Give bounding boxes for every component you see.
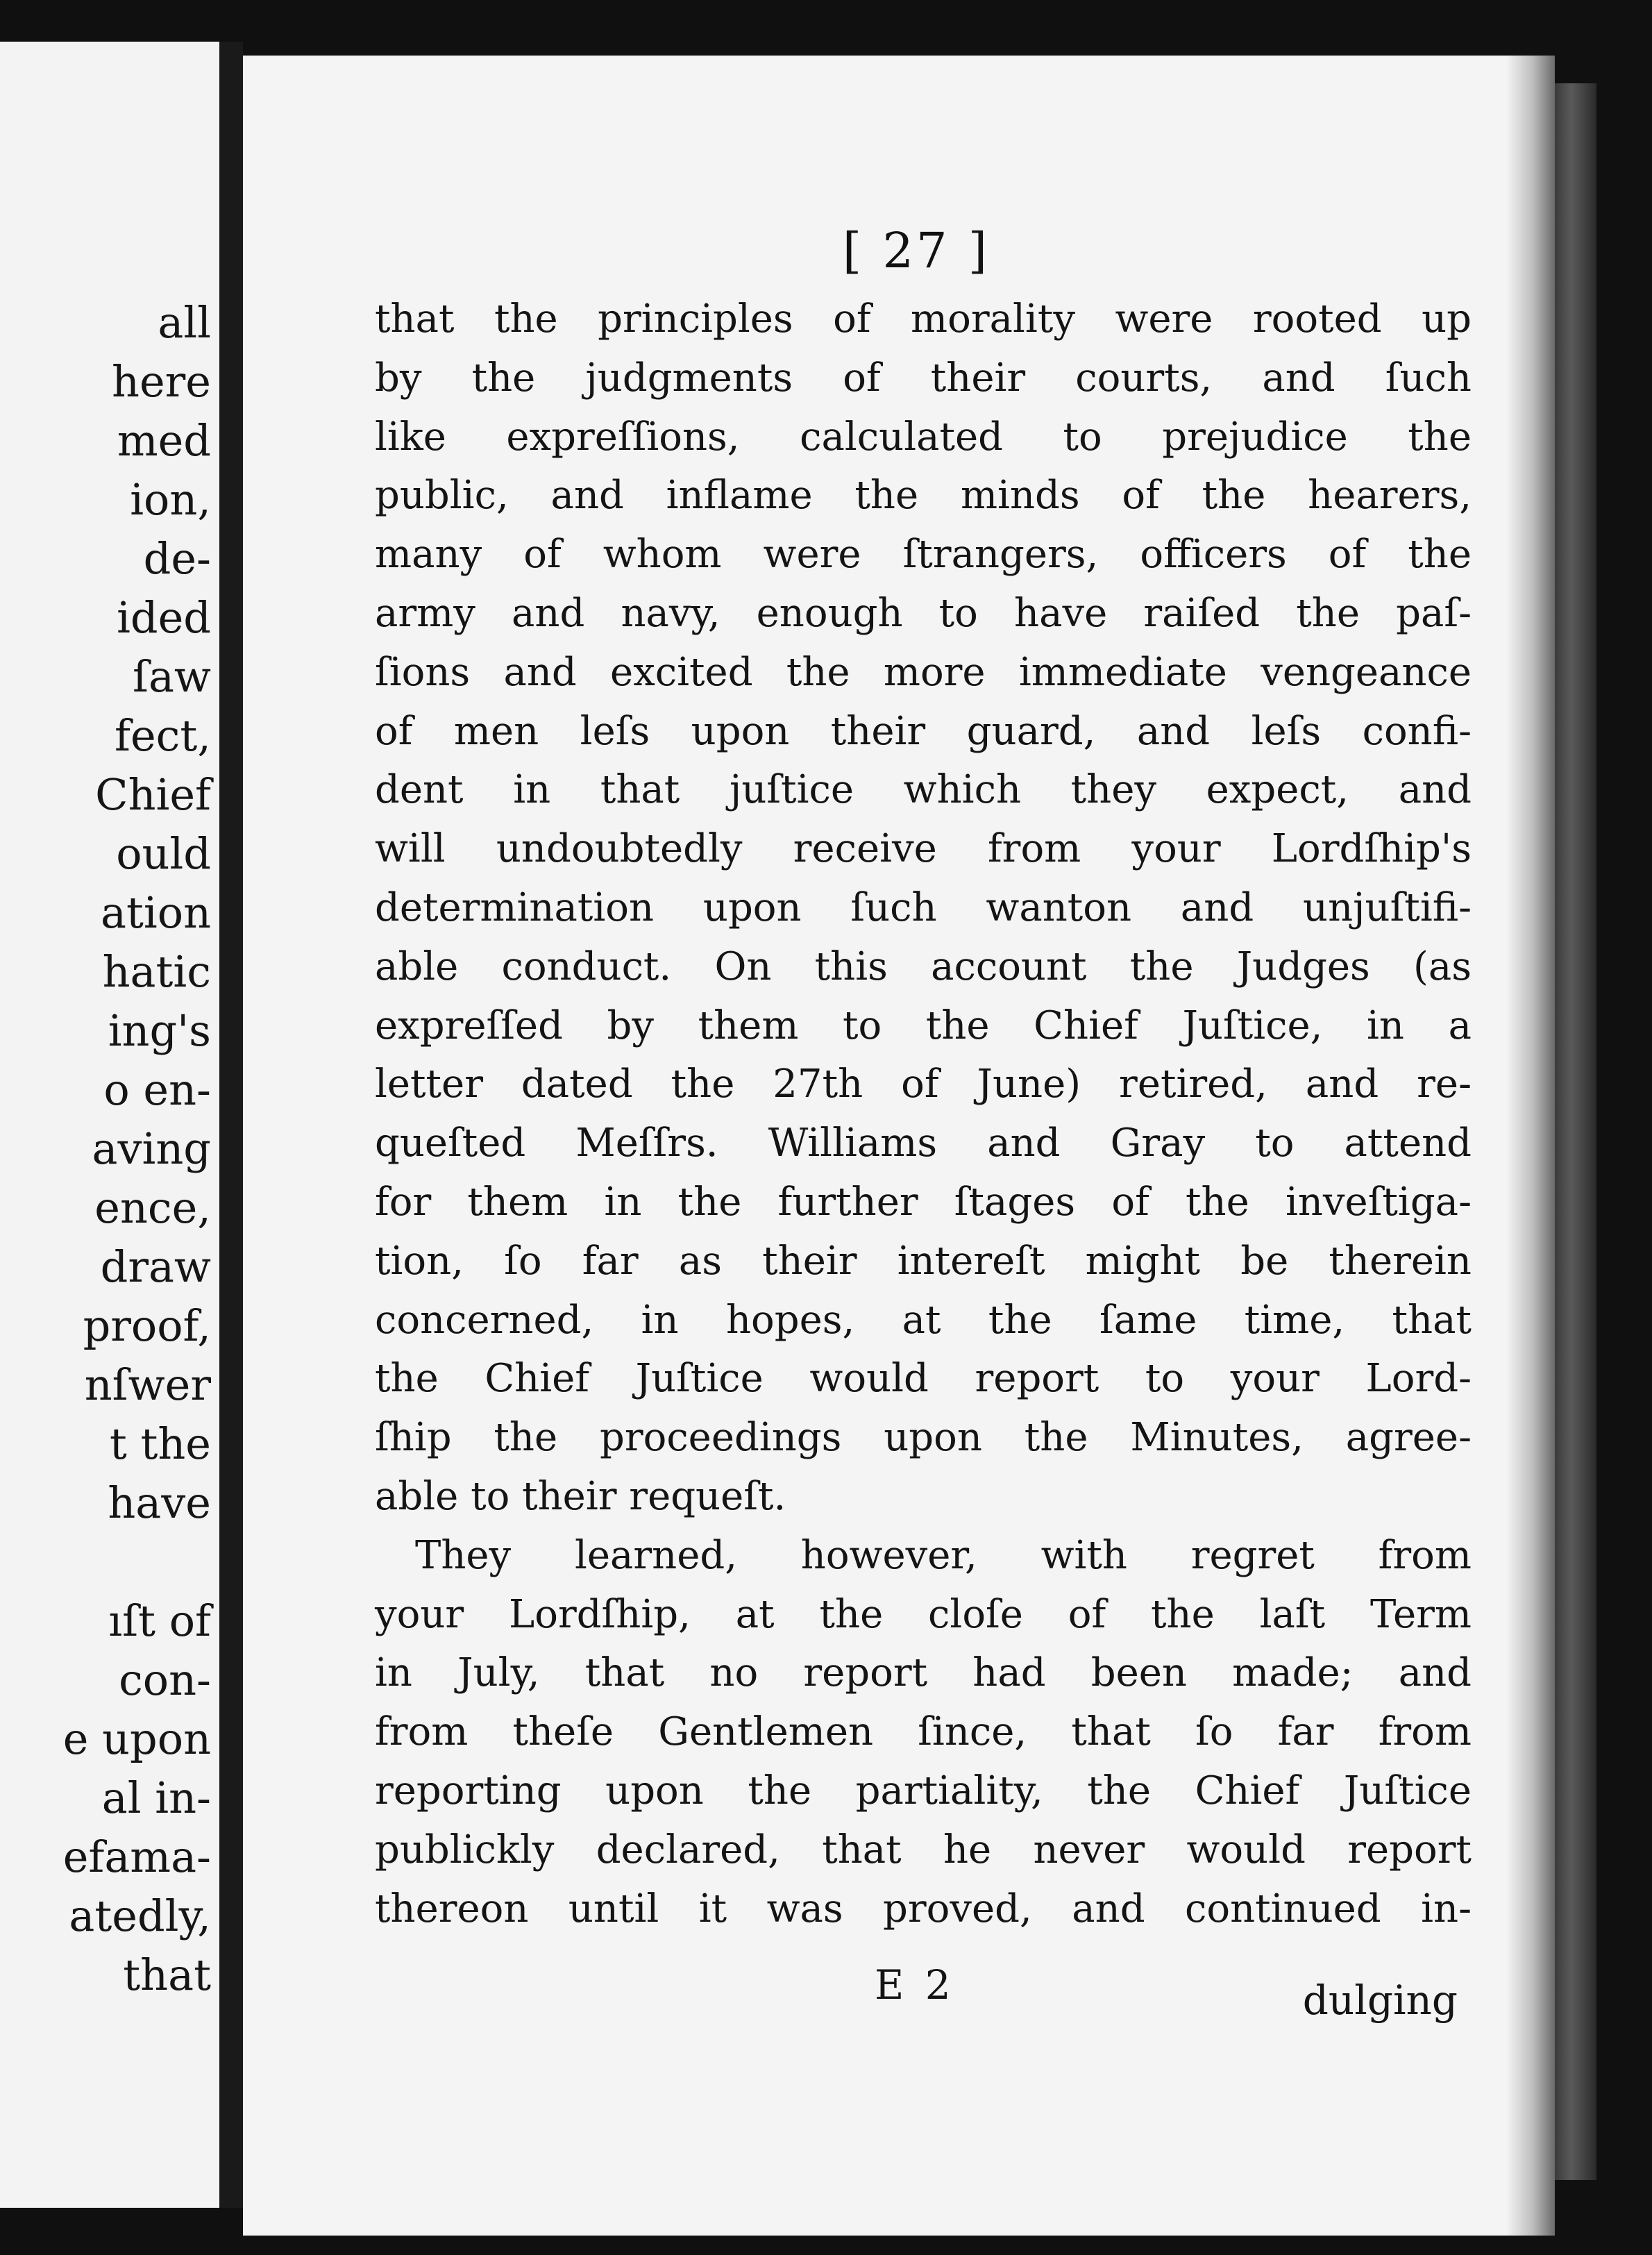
page-number-header: [ 27 ] xyxy=(842,222,991,279)
previous-page-line: ıſt of xyxy=(108,1595,211,1646)
previous-page-line: fect, xyxy=(115,710,211,761)
text-line: by the judgments of their courts, and ſuch xyxy=(375,355,1472,401)
previous-page-line: t the xyxy=(109,1418,211,1469)
text-line: dent in that juſtice which they expect, and xyxy=(375,767,1472,813)
previous-page-line: ould xyxy=(116,828,211,879)
text-line: able conduct. On this account the Judges (as xyxy=(375,944,1472,989)
previous-page-line: all xyxy=(158,297,211,348)
text-line: queſted Meſſrs. Williams and Gray to attend xyxy=(375,1121,1472,1166)
previous-page-line: de- xyxy=(143,533,211,584)
previous-page-line: ation xyxy=(101,887,211,938)
text-line: in July, that no report had been made; and xyxy=(375,1650,1472,1696)
catchword: dulging xyxy=(1302,1977,1458,2024)
previous-page-line: atedly, xyxy=(69,1891,211,1941)
text-line: will undoubtedly receive from your Lordſhip's xyxy=(375,826,1472,872)
previous-page-line: con- xyxy=(119,1654,211,1705)
text-line: of men leſs upon their guard, and leſs confi- xyxy=(375,708,1472,754)
current-page xyxy=(243,56,1555,2236)
text-line: the Chief Juſtice would report to your Lord- xyxy=(375,1356,1472,1402)
text-line: your Lordſhip, at the cloſe of the laſt Term xyxy=(375,1591,1472,1637)
text-line: many of whom were ſtrangers, officers of the xyxy=(375,532,1472,578)
text-line: letter dated the 27th of June) retired, and re- xyxy=(375,1062,1472,1107)
previous-page xyxy=(0,42,219,2208)
text-line: expreſſed by them to the Chief Juſtice, in a xyxy=(375,1003,1472,1048)
previous-page-line: Chief xyxy=(95,769,211,820)
text-line: ſhip the proceedings upon the Minutes, agree- xyxy=(375,1415,1472,1461)
previous-page-line: draw xyxy=(100,1241,211,1292)
text-line: army and navy, enough to have raiſed the paſ- xyxy=(375,590,1472,636)
page-footer xyxy=(375,1961,1472,2024)
previous-page-line: efama- xyxy=(62,1831,211,1882)
text-line: reporting upon the partiality, the Chief Juſtice xyxy=(375,1768,1472,1813)
signature-mark: E 2 xyxy=(875,1961,955,2009)
previous-page-line: hatic xyxy=(102,946,211,997)
body-text xyxy=(375,290,1472,1938)
previous-page-line: ſaw xyxy=(133,651,211,702)
previous-page-line: nſwer xyxy=(84,1359,211,1410)
previous-page-line xyxy=(3,1532,211,1591)
previous-page-line: have xyxy=(108,1477,211,1528)
previous-page-line: e upon xyxy=(62,1713,211,1764)
previous-page-line: ing's xyxy=(108,1005,211,1056)
text-line: that the principles of morality were rooted up xyxy=(375,296,1472,342)
previous-page-line: ion, xyxy=(130,474,211,525)
paragraph-end-line: able to their requeſt. xyxy=(375,1473,786,1519)
previous-page-line: al in- xyxy=(101,1772,211,1823)
previous-page-line: here xyxy=(112,356,211,407)
text-line: tion, ſo far as their intereſt might be therein xyxy=(375,1238,1472,1284)
text-line: for them in the further ſtages of the inveſtiga- xyxy=(375,1179,1472,1225)
previous-page-line: o en- xyxy=(103,1064,211,1115)
previous-page-line: that xyxy=(123,1950,211,2000)
text-line: concerned, in hopes, at the ſame time, that xyxy=(375,1297,1472,1343)
previous-page-line: ided xyxy=(117,592,211,643)
page-edge-shadow xyxy=(1506,56,1555,2236)
previous-page-line: ence, xyxy=(94,1182,211,1233)
previous-page-line: proof, xyxy=(83,1300,211,1351)
text-line: from theſe Gentlemen ſince, that ſo far from xyxy=(375,1709,1472,1755)
paragraph-start-line: They learned, however, with regret from xyxy=(415,1532,1472,1578)
text-line: ſions and excited the more immediate vengeance xyxy=(375,649,1472,695)
page-block-edge xyxy=(1555,83,1596,2180)
text-line: public, and inflame the minds of the hearers, xyxy=(375,473,1472,519)
previous-page-text xyxy=(3,293,211,2004)
text-line: like expreſſions, calculated to prejudice the xyxy=(375,414,1472,460)
text-line: publickly declared, that he never would report xyxy=(375,1827,1472,1872)
text-line: thereon until it was proved, and continued in- xyxy=(375,1886,1472,1931)
text-line: determination upon ſuch wanton and unjuſtifi- xyxy=(375,885,1472,930)
previous-page-line: med xyxy=(117,415,211,466)
previous-page-line: aving xyxy=(92,1123,211,1174)
book-gutter xyxy=(219,42,243,2208)
